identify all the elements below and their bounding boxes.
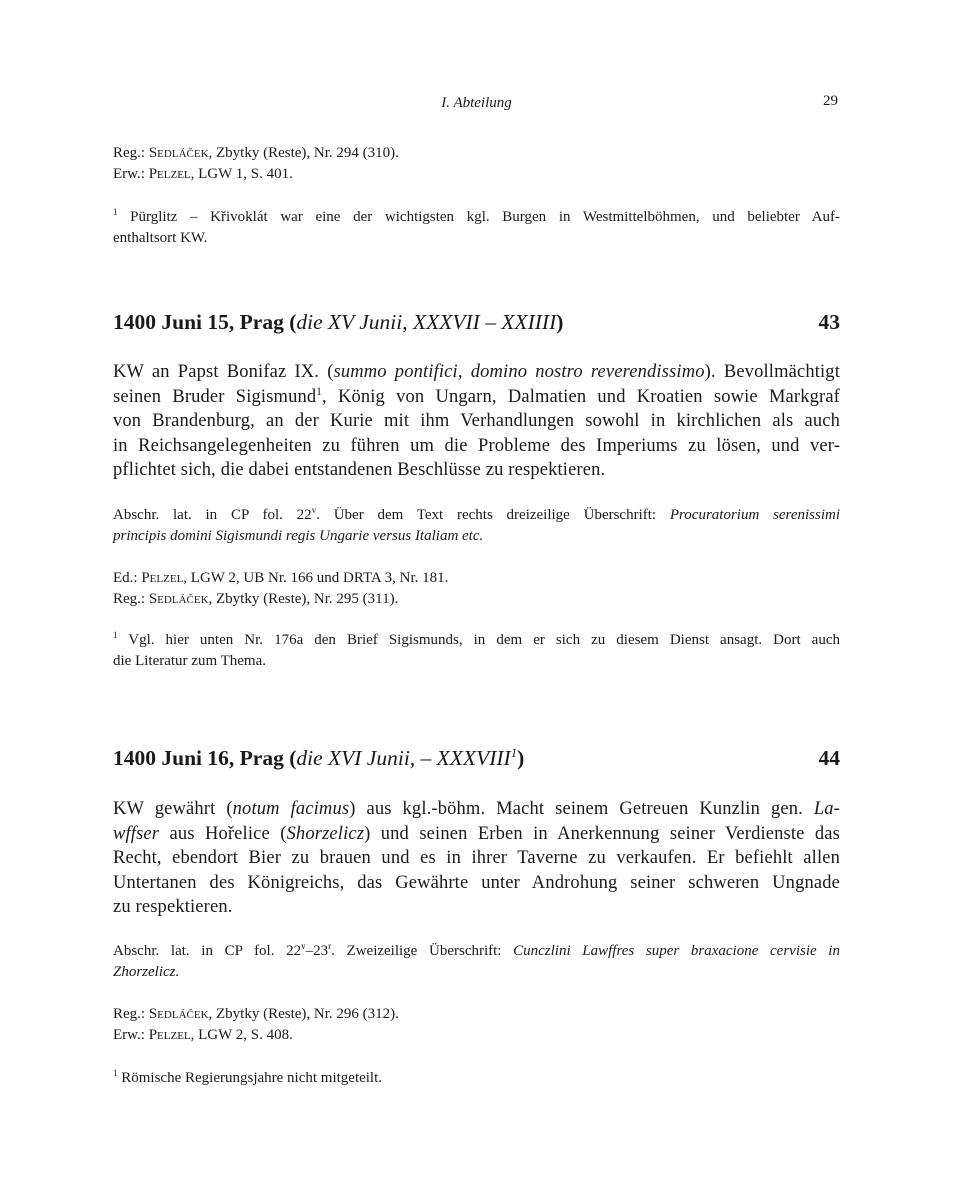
running-title: I. Abteilung (441, 95, 512, 111)
entry-summary-44: KW gewährt (notum facimus) aus kgl.-böhm. Macht seinem Getreuen Kunzlin gen. La- wffser aus Hořelice (Shorzelicz) und seinen Erben in Anerkennung seiner Verdienste das Recht, ebendort Bier zu brauen und es in ihrer Taverne zu verkaufen. Er befiehlt allen Untertanen des Königreichs, das Gewährte unter Androhung seiner schweren Ungnade zu respektieren. (113, 799, 840, 917)
entry-heading-44 (113, 746, 840, 776)
entry-footnote-44: $^1$ Römische Regierungsjahre nicht mitgeteilt. (113, 1068, 383, 1086)
entry-number: 44 (818, 746, 840, 770)
entry-editions-43 (113, 568, 840, 610)
page-header (113, 95, 840, 117)
entry-heading-43 (113, 310, 840, 340)
top-footnote (113, 207, 840, 249)
entry-number: 43 (818, 310, 840, 334)
entry-footnote-43: $^1$ Vgl. hier unten Nr. 176a den Brief Sigismunds, in dem er sich zu diesem Dienst ansagt. Dort auch die Literatur zum Thema. (113, 630, 840, 669)
footnote-line: $^1$ Pürglitz – Křivoklát war eine der wichtigsten kgl. Burgen in Westmittelböhmen, und beliebter Auf- (113, 207, 840, 225)
reg-reference: Reg.: Sedláček, Zbytky (Reste), Nr. 295 (311). (113, 591, 399, 607)
entry-references-44 (113, 1004, 840, 1046)
entry-source-44: Abschr. lat. in CP fol. 22$^v$–23$^r$. Zweizeilige Überschrift: Cunczlini Lawffres super braxacione cervisie in Zhorzelicz. (113, 941, 840, 980)
entry-source-43: Abschr. lat. in CP fol. 22$^v$. Über dem Text rechts dreizeilige Überschrift: Procuratorium serenissimi principis domini Sigismundi regis Ungarie versus Italiam etc. (113, 505, 841, 544)
reg-reference: Reg.: Sedláček, Zbytky (Reste), Nr. 296 (312). (113, 1006, 399, 1022)
entry-date-place: 1400 Juni 16, Prag (die XVI Junii, – XXXVIII$^1$) (113, 745, 525, 770)
page-number: 29 (823, 93, 838, 109)
reg-reference: Reg.: Sedláček, Zbytky (Reste), Nr. 294 (310). (113, 145, 399, 161)
ed-reference: Ed.: Pelzel, LGW 2, UB Nr. 166 und DRTA 3, Nr. 181. (113, 570, 449, 586)
entry-date-place: 1400 Juni 15, Prag (die XV Junii, XXXVII – XXIIII) (113, 310, 564, 334)
erw-reference: Erw.: Pelzel, LGW 2, S. 408. (113, 1027, 293, 1043)
top-references (113, 143, 840, 185)
erw-reference: Erw.: Pelzel, LGW 1, S. 401. (113, 166, 293, 182)
entry-summary-43: KW an Papst Bonifaz IX. (summo pontifici, domino nostro reverendissimo). Bevollmächtigt seinen Bruder Sigismund$^1$, König von Ungarn, Dalmatien und Kroatien sowie Markgraf von Brandenburg, an der Kurie mit ihm Verhandlungen sowohl in kirchlichen als auch in Reichsangelegenheiten zu führen um die Probleme des Imperiums zu lösen, und ver- pflichtet sich, die dabei entstandenen Beschlüsse zu respektieren. (113, 362, 840, 480)
footnote-line: enthaltsort KW. (113, 230, 208, 246)
